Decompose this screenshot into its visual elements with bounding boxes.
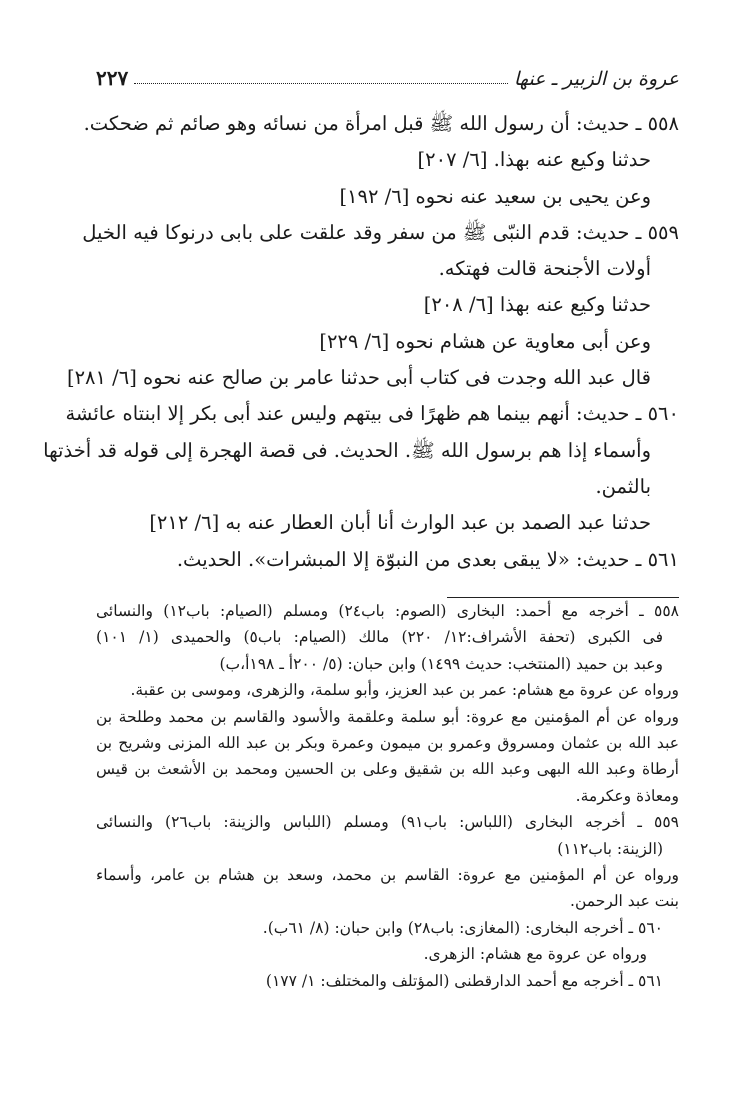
footnote-559-line-4: بنت عبد الرحمن. bbox=[570, 892, 679, 911]
footnote-558-line-7: أرطاة وعبد الله البهى وعبد الله بن شقيق وعلى بن الحسين ومحمد بن الأشعث بن قيس bbox=[96, 760, 679, 779]
hadith-559-chain-3: قال عبد الله وجدت فى كتاب أبى حدثنا عامر بن صالح عنه نحوه [٦/ ٢٨١] bbox=[66, 366, 651, 390]
running-title: عروة بن الزبير ـ عنها bbox=[513, 68, 679, 90]
footnote-558-line-8: ومعاذة وعكرمة. bbox=[575, 786, 679, 805]
footnote-558-line-5: ورواه عن أم المؤمنين مع عروة: أبو سلمة وعلقمة والأسود والقاسم بن محمد وطلحة بن bbox=[96, 707, 679, 726]
main-text bbox=[43, 106, 679, 578]
footnote-560-line-1: ٥٦٠ ـ أخرجه البخارى: (المغازى: باب٢٨) وابن حبان: (٨/ ٦١ب). bbox=[262, 918, 663, 937]
hadith-559-text-cont: أولات الأجنحة قالت فهتكه. bbox=[438, 257, 651, 281]
footnote-561-line-1: ٥٦١ ـ أخرجه مع أحمد الدارقطنى (المؤتلف والمختلف: ١/ ١٧٧) bbox=[265, 971, 663, 990]
footnote-558-line-6: عبد الله بن عثمان ومسروق وعمرو بن ميمون وعمرة وبكر بن عبد الله المزنى وشريح بن bbox=[96, 734, 679, 753]
footnote-560-line-2: ورواه عن عروة مع هشام: الزهرى. bbox=[423, 945, 647, 964]
footnote-559-line-1: ٥٥٩ ـ أخرجه البخارى (اللباس: باب٩١) ومسلم (اللباس والزينة: باب٢٦) والنسائى bbox=[96, 813, 679, 832]
hadith-558-chain-1: حدثنا وكيع عنه بهذا. [٦/ ٢٠٧] bbox=[417, 148, 651, 172]
hadith-559-chain-2: وعن أبى معاوية عن هشام نحوه [٦/ ٢٢٩] bbox=[319, 329, 651, 353]
hadith-560-text-end: بالثمن. bbox=[595, 474, 651, 498]
running-header bbox=[96, 58, 679, 90]
hadith-560-chain: حدثنا عبد الصمد بن عبد الوارث أنا أبان العطار عنه به [٦/ ٢١٢] bbox=[149, 511, 651, 535]
hadith-561-text: ٥٦١ ـ حديث: «لا يبقى بعدى من النبوّة إلا المبشرات». الحديث. bbox=[176, 547, 679, 571]
hadith-560-text-cont: وأسماء إذا هم برسول الله ﷺ. الحديث. فى قصة الهجرة إلى قوله قد أخذتها bbox=[43, 438, 651, 462]
hadith-558-text: ٥٥٨ ـ حديث: أن رسول الله ﷺ قبل امرأة من نسائه وهو صائم ثم ضحكت. bbox=[83, 112, 679, 135]
footnote-558-line-1: ٥٥٨ ـ أخرجه مع أحمد: البخارى (الصوم: باب٢٤) ومسلم (الصيام: باب١٢) والنسائى bbox=[96, 602, 679, 620]
footnotes bbox=[96, 598, 679, 994]
hadith-559-chain-1: حدثنا وكيع عنه بهذا [٦/ ٢٠٨] bbox=[423, 293, 651, 317]
page-number: ٢٢٧ bbox=[96, 66, 129, 90]
hadith-558-chain-2: وعن يحيى بن سعيد عنه نحوه [٦/ ١٩٢] bbox=[339, 184, 651, 208]
footnote-559-line-2: (الزينة: باب١١٢) bbox=[557, 839, 663, 858]
footnote-558-line-3: وعبد بن حميد (المنتخب: حديث ١٤٩٩) وابن حبان: (٥/ ٢٠٠أ ـ ١٩٨أ،ب) bbox=[219, 654, 663, 673]
hadith-560-text: ٥٦٠ ـ حديث: أنهم بينما هم ظهرًا فى بيتهم وليس عند أبى بكر إلا ابنتاه عائشة bbox=[65, 402, 679, 426]
footnote-558-line-2: فى الكبرى (تحفة الأشراف:١٢/ ٢٢٠) مالك (الصيام: باب٥) والحميدى (١/ ١٠١) bbox=[96, 628, 663, 647]
hadith-559-text: ٥٥٩ ـ حديث: قدم النبّى ﷺ من سفر وقد علقت على بابى درنوكا فيه الخيل bbox=[82, 220, 679, 244]
dotted-leader bbox=[134, 83, 508, 84]
footnote-558-line-4: ورواه عن عروة مع هشام: عمر بن عبد العزيز، وأبو سلمة، والزهرى، وموسى بن عقبة. bbox=[130, 681, 679, 700]
footnote-559-line-3: ورواه عن أم المؤمنين مع عروة: القاسم بن محمد، وسعد بن هشام بن عامر، وأسماء bbox=[96, 866, 679, 885]
